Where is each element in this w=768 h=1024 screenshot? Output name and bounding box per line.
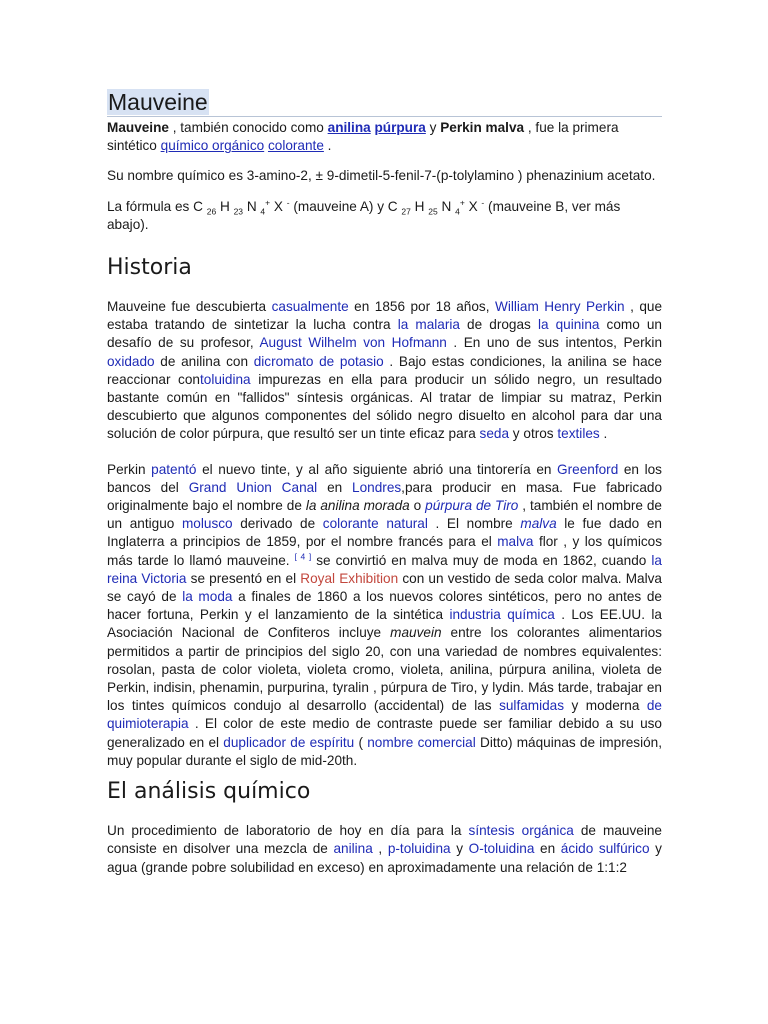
historia-paragraph-1: Mauveine fue descubierta casualmente en 1856 por 18 años, William Henry Perkin , que estaba tratando de sintetizar la lucha contra la malaria de drogas la quinina como un desafío de su profesor, August Wilhelm von Hofmann . En uno de sus intentos, Perkin oxidado de anilina con dicromato de potasio . Bajo estas condiciones, la anilina se hace reaccionar contoluidina impurezas en ella para producir un sólido negro, un resultado bastante común en "fallidos" síntesis orgánicas. Al tratar de limpiar su matraz, Perkin descubierto que algunos componentes del sólido negro disuelto en alcohol para dar una solución de color púrpura, que resultó ser un tinte eficaz para seda y otros textiles . xyxy=(107,299,663,442)
link-industria-quimica[interactable]: industria química xyxy=(449,607,555,623)
link-august-wilhelm-von-hofmann[interactable]: August Wilhelm von Hofmann xyxy=(259,335,447,351)
historia-paragraph-2: Perkin patentó el nuevo tinte, y al año siguiente abrió una tintorería en Greenford en los bancos del Grand Union Canal en Londres,para producir en masa. Fue fabricado originalmente bajo el nombre de la anilina morada o púrpura de Tiro , también el nombre de un antiguo molusco derivado de colorante natural . El nombre malva le fue dado en Inglaterra a principios de 1859, por el nombre francés para el malva flor , y los químicos más tarde lo llamó mauveine. [ 4 ] se convirtió en malva muy de moda en 1862, cuando la reina Victoria se presentó en el Royal Exhibition con un vestido de seda color malva. Malva se cayó de la moda a finales de 1860 a los nuevos colores sintéticos, pero no antes de hacer fortuna, Perkin y el lanzamiento de la sintética industria química . Los EE.UU. la Asociación Nacional de Confiteros incluye mauvein entre los colorantes alimentarios permitidos a partir de principios del siglo 20, con una variedad de nombres equivalentes: rosolan, pasta de color violeta, violeta cromo, violeta, anilina, púrpura anilina, violeta de Perkin, indisin, phenamin, purpurina, tyralin , púrpura de Tiro, y lydin. Más tarde, trabajar en los tintes químicos condujo al desarrollo (accidental) de las sulfamidas y moderna de quimioterapia . El color de este medio de contraste puede ser familiar debido a su uso generalizado en el duplicador de espíritu ( nombre comercial Ditto) máquinas de impresión, muy popular durante el siglo de mid-20th. xyxy=(107,461,663,768)
link-nombre-comercial[interactable]: nombre comercial xyxy=(367,734,476,750)
perkin-malva-bold-term: Perkin malva xyxy=(440,120,525,135)
link-seda[interactable]: seda xyxy=(479,426,510,442)
link-p-toluidina[interactable]: p-toluidina xyxy=(387,841,451,857)
link-textiles[interactable]: textiles xyxy=(557,426,600,442)
link-la-quinina[interactable]: la quinina xyxy=(537,317,600,333)
page-title-text: Mauveine xyxy=(108,89,208,115)
link-dicromato-de-potasio[interactable]: dicromato de potasio xyxy=(253,353,384,369)
italic-la-anilina-morada: la anilina morada xyxy=(305,498,410,514)
link-la-malaria[interactable]: la malaria xyxy=(397,317,460,333)
link-casualmente[interactable]: casualmente xyxy=(271,299,349,315)
heading-analisis-quimico: El análisis químico xyxy=(107,779,311,805)
link-acido-sulfurico[interactable]: ácido sulfúrico xyxy=(560,841,650,857)
intro-paragraph-1: Mauveine , también conocido como anilina púrpura y Perkin malva , fue la primera sintético químico orgánico colorante . xyxy=(107,120,619,154)
reference-link-4[interactable]: [ 4 ] xyxy=(294,551,312,562)
link-anilina-2[interactable]: anilina xyxy=(333,841,373,857)
formula-paragraph: La fórmula es C $_{26}$ H $_{23}$ N $_4$+ X - (mauveine A) y C $_{27}$ H $_{25}$ N $_4$+ X - (mauveine B, ver más abajo). xyxy=(107,197,621,232)
link-malva[interactable]: malva xyxy=(497,534,534,550)
link-londres[interactable]: Londres xyxy=(352,479,402,495)
analisis-paragraph-1: Un procedimiento de laboratorio de hoy en día para la síntesis orgánica de mauveine consiste en disolver una mezcla de anilina , p-toluidina y O-toluidina en ácido sulfúrico y agua (grande pobre solubilidad en exceso) en aproximadamente una relación de 1:1:2 xyxy=(107,823,662,875)
page-title xyxy=(107,88,662,117)
link-patento[interactable]: patentó xyxy=(151,461,197,477)
link-malva-italic[interactable]: malva xyxy=(520,516,557,532)
link-purpura[interactable]: púrpura xyxy=(374,120,426,135)
link-purpura-de-tiro[interactable]: púrpura de Tiro xyxy=(425,498,519,514)
italic-mauvein: mauvein xyxy=(390,625,442,641)
link-william-henry-perkin[interactable]: William Henry Perkin xyxy=(495,299,625,315)
link-anilina[interactable]: anilina xyxy=(327,120,371,135)
link-sulfamidas[interactable]: sulfamidas xyxy=(499,698,565,714)
link-royal-exhibition[interactable]: Royal Exhibition xyxy=(300,570,399,586)
link-toluidina[interactable]: toluidina xyxy=(199,371,251,387)
heading-historia: Historia xyxy=(107,255,192,281)
link-greenford[interactable]: Greenford xyxy=(557,461,619,477)
link-colorante[interactable]: colorante xyxy=(267,138,324,154)
document-page xyxy=(107,88,662,877)
link-o-toluidina[interactable]: O-toluidina xyxy=(468,841,535,857)
link-la-moda[interactable]: la moda xyxy=(182,589,233,605)
link-duplicador-de-espiritu[interactable]: duplicador de espíritu xyxy=(223,734,355,750)
link-oxidado[interactable]: oxidado xyxy=(107,353,155,369)
link-la-reina-victoria[interactable]: la reina Victoria xyxy=(107,552,662,586)
link-molusco[interactable]: molusco xyxy=(181,516,233,532)
link-quimico-organico[interactable]: químico orgánico xyxy=(160,138,265,154)
intro-paragraph-2: Su nombre químico es 3-amino-2, ± 9-dimetil-5-fenil-7-(p-tolylamino ) phenazinium acetato. xyxy=(107,168,656,184)
link-grand-union-canal[interactable]: Grand Union Canal xyxy=(188,479,318,495)
mauveine-bold-term: Mauveine xyxy=(107,120,169,135)
link-colorante-natural[interactable]: colorante natural xyxy=(322,516,428,532)
link-sintesis-organica[interactable]: síntesis orgánica xyxy=(468,823,574,839)
link-de-quimioterapia[interactable]: de quimioterapia xyxy=(107,698,662,732)
